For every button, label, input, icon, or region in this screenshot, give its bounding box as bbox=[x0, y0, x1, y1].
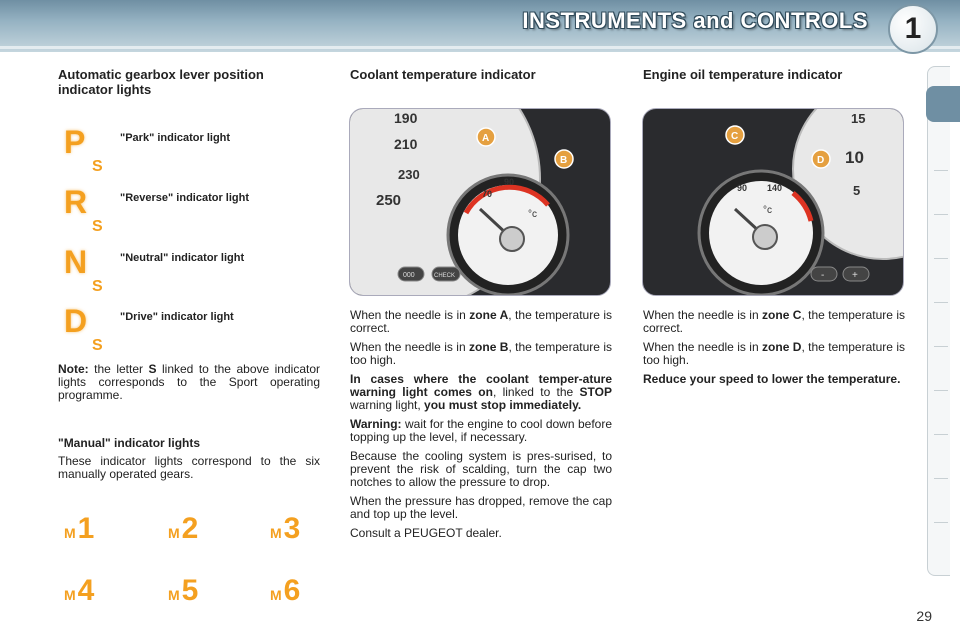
zone-c-marker: C bbox=[731, 131, 739, 142]
coolant-text: When the needle is in zone A, the temperature is correct. When the needle is in zone B, the temperature is too high. In cases where the coolant temper-ature warning light comes on, linked to the STOP warning light, you must stop immediately. Warning: wait for the engine to cool down before topping up the level, if necessary. Because the cooling system is pres-surised, to prevent the risk of scalding, turn the cap two notches to allow the pressure to drop. When the pressure has dropped, remove the cap and top up the level. Consult a PEUGEOT dealer. bbox=[350, 308, 613, 540]
sport-s-icon: S bbox=[92, 218, 103, 235]
gear-3-icon: M3 bbox=[270, 512, 301, 545]
page-title: INSTRUMENTS and CONTROLS bbox=[522, 8, 868, 33]
neutral-letter-icon: N bbox=[64, 244, 88, 280]
manual-section bbox=[58, 437, 320, 487]
tab-divider bbox=[934, 346, 948, 347]
coolant-gauge-graphic bbox=[350, 109, 610, 295]
oil-text: When the needle is in zone C, the temperature is correct. When the needle is in zone D, the temperature is too high. Reduce your speed to lower the temperature. bbox=[643, 308, 905, 386]
sport-s-icon: S bbox=[92, 158, 103, 175]
sport-s-icon: S bbox=[92, 337, 103, 354]
oil-heading: Engine oil temperature indicator bbox=[643, 67, 843, 82]
stop-label: STOP bbox=[579, 385, 613, 399]
oil-section bbox=[643, 67, 905, 82]
inner-tick: 70 bbox=[482, 189, 493, 199]
manual-gear-icons bbox=[58, 512, 328, 612]
inner-tick: 90 bbox=[737, 183, 748, 193]
tick-label: 210 bbox=[394, 136, 418, 152]
dealer-text: Consult a PEUGEOT dealer. bbox=[350, 526, 502, 540]
manual-text: These indicator lights correspond to the six manually operated gears. bbox=[58, 454, 320, 481]
neutral-label: "Neutral" indicator light bbox=[120, 252, 245, 264]
zone-d-label: zone D bbox=[762, 340, 802, 354]
coolant-heading: Coolant temperature indicator bbox=[350, 67, 536, 82]
page-number: 29 bbox=[916, 608, 932, 624]
tab-divider bbox=[934, 434, 948, 435]
tab-divider bbox=[934, 478, 948, 479]
manual-heading: "Manual" indicator lights bbox=[58, 436, 201, 450]
check-button: CHECK bbox=[434, 273, 456, 279]
tab-divider bbox=[934, 522, 948, 523]
chapter-tab-active[interactable] bbox=[926, 86, 960, 122]
gear-5-icon: M5 bbox=[168, 574, 199, 607]
gearbox-note bbox=[58, 363, 320, 408]
zone-d-marker: D bbox=[817, 155, 825, 166]
tick-label: 250 bbox=[376, 192, 402, 209]
refill-text: When the pressure has dropped, remove the cap and top up the level. bbox=[350, 494, 612, 521]
reduce-speed-text: Reduce your speed to lower the temperature. bbox=[643, 372, 901, 386]
zone-a-label: zone A bbox=[469, 308, 509, 322]
warning-label: Warning: bbox=[350, 417, 402, 431]
gear-4-icon: M4 bbox=[64, 574, 95, 607]
odometer-button: 000 bbox=[403, 272, 415, 279]
tick-label: 190 bbox=[394, 110, 418, 126]
zone-b-label: zone B bbox=[469, 340, 509, 354]
drive-letter-icon: D bbox=[64, 303, 88, 339]
oil-dial-illustration bbox=[642, 108, 904, 296]
inner-tick: 140 bbox=[767, 183, 783, 193]
note-letter: S bbox=[148, 362, 157, 376]
pressure-text: Because the cooling system is pres-surised, to prevent the risk of scalding, turn the cap two notches to allow the pressure to drop. bbox=[350, 449, 612, 489]
tab-divider bbox=[934, 214, 948, 215]
note-text: the letter bbox=[88, 362, 149, 376]
coolant-dial-illustration bbox=[349, 108, 611, 296]
park-letter-icon: P bbox=[64, 124, 86, 160]
zone-b-marker: B bbox=[560, 155, 568, 166]
gearbox-heading: Automatic gearbox lever position indicator lights bbox=[58, 67, 264, 97]
reverse-label: "Reverse" indicator light bbox=[120, 192, 250, 204]
sport-s-icon: S bbox=[92, 278, 103, 295]
note-label: Note: bbox=[58, 362, 89, 376]
park-label: "Park" indicator light bbox=[120, 132, 231, 144]
gear-1-icon: M1 bbox=[64, 512, 95, 545]
minus-button: - bbox=[821, 270, 825, 281]
stop-instruction: you must stop immediately. bbox=[424, 398, 582, 412]
chapter-badge: 1 bbox=[888, 4, 938, 54]
tick-label: 5 bbox=[853, 183, 861, 198]
reverse-letter-icon: R bbox=[64, 184, 88, 220]
unit-label: °c bbox=[528, 209, 537, 220]
warning-light-text: In cases where the coolant temper-ature warning light comes on bbox=[350, 372, 612, 399]
gear-6-icon: M6 bbox=[270, 574, 301, 607]
tick-label: 10 bbox=[845, 148, 864, 167]
unit-label: °c bbox=[763, 205, 772, 216]
inner-tick: 90 bbox=[504, 177, 515, 187]
gear-2-icon: M2 bbox=[168, 512, 199, 545]
zone-a-marker: A bbox=[482, 133, 490, 144]
tab-divider bbox=[934, 390, 948, 391]
tab-divider bbox=[934, 170, 948, 171]
note-text: linked to the above indicator lights corresponds to the Sport operating programme. bbox=[58, 362, 320, 402]
chapter-tabs bbox=[927, 66, 950, 576]
drive-label: "Drive" indicator light bbox=[120, 311, 234, 323]
plus-button: + bbox=[852, 270, 858, 281]
header-divider bbox=[0, 46, 960, 49]
gearbox-section bbox=[58, 67, 298, 97]
zone-c-label: zone C bbox=[762, 308, 802, 322]
tab-divider bbox=[934, 258, 948, 259]
tick-label: 15 bbox=[851, 111, 866, 126]
coolant-section bbox=[350, 67, 612, 82]
tick-label: 230 bbox=[398, 167, 420, 182]
oil-gauge-graphic bbox=[643, 109, 903, 295]
tab-divider bbox=[934, 302, 948, 303]
